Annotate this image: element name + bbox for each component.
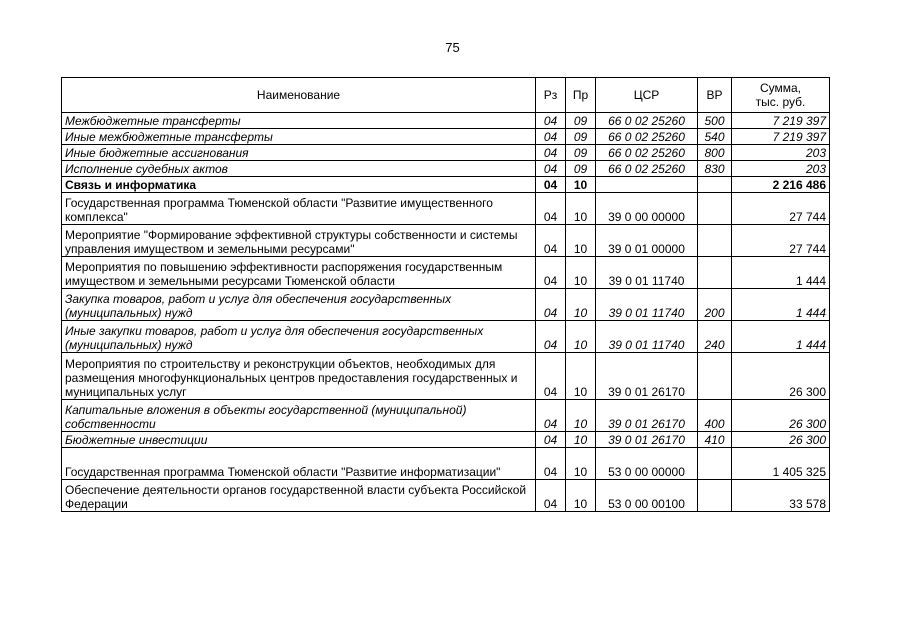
header-name: Наименование xyxy=(62,78,536,113)
row-rz: 04 xyxy=(536,480,566,512)
table-row xyxy=(62,432,830,448)
row-vr xyxy=(698,225,732,257)
table-row xyxy=(62,257,830,289)
row-csr: 39 0 01 26170 xyxy=(596,400,698,432)
row-rz: 04 xyxy=(536,432,566,448)
row-sum: 27 744 xyxy=(732,193,830,225)
row-rz: 04 xyxy=(536,400,566,432)
row-pr: 10 xyxy=(566,193,596,225)
row-csr xyxy=(596,177,698,193)
row-rz: 04 xyxy=(536,161,566,177)
row-rz: 04 xyxy=(536,177,566,193)
row-rz: 04 xyxy=(536,257,566,289)
row-sum: 26 300 xyxy=(732,432,830,448)
row-csr: 53 0 00 00000 xyxy=(596,448,698,480)
row-pr: 10 xyxy=(566,432,596,448)
row-vr xyxy=(698,193,732,225)
table-row xyxy=(62,321,830,353)
row-pr: 10 xyxy=(566,257,596,289)
row-csr: 66 0 02 25260 xyxy=(596,129,698,145)
row-csr: 39 0 01 11740 xyxy=(596,289,698,321)
row-sum: 203 xyxy=(732,145,830,161)
row-pr: 10 xyxy=(566,225,596,257)
table-row xyxy=(62,129,830,145)
row-name: Обеспечение деятельности органов государственной власти субъекта Российской Федерации xyxy=(62,480,536,512)
header-pr: Пр xyxy=(566,78,596,113)
row-sum: 33 578 xyxy=(732,480,830,512)
row-name: Капитальные вложения в объекты государственной (муниципальной) собственности xyxy=(62,400,536,432)
row-pr: 09 xyxy=(566,129,596,145)
row-csr: 39 0 01 11740 xyxy=(596,257,698,289)
row-vr: 400 xyxy=(698,400,732,432)
row-rz: 04 xyxy=(536,448,566,480)
row-name: Закупка товаров, работ и услуг для обеспечения государственных (муниципальных) нужд xyxy=(62,289,536,321)
budget-table xyxy=(61,77,830,512)
row-rz: 04 xyxy=(536,113,566,129)
row-pr: 09 xyxy=(566,161,596,177)
row-rz: 04 xyxy=(536,289,566,321)
row-name: Мероприятия по повышению эффективности распоряжения государственным имуществом и земельными ресурсами Тюменской области xyxy=(62,257,536,289)
row-csr: 66 0 02 25260 xyxy=(596,113,698,129)
row-pr: 10 xyxy=(566,400,596,432)
row-sum: 7 219 397 xyxy=(732,129,830,145)
row-rz: 04 xyxy=(536,129,566,145)
row-csr: 66 0 02 25260 xyxy=(596,145,698,161)
row-vr xyxy=(698,177,732,193)
row-sum: 203 xyxy=(732,161,830,177)
row-sum: 26 300 xyxy=(732,400,830,432)
row-sum: 1 444 xyxy=(732,289,830,321)
page-number: 75 xyxy=(445,40,460,55)
table-row xyxy=(62,113,830,129)
table-row xyxy=(62,225,830,257)
row-name: Мероприятие "Формирование эффективной структуры собственности и системы управления имуществом и земельными ресурсами" xyxy=(62,225,536,257)
row-name: Исполнение судебных актов xyxy=(62,161,536,177)
header-sum-line2: тыс. руб. xyxy=(755,95,806,109)
row-sum: 1 444 xyxy=(732,321,830,353)
table-row xyxy=(62,161,830,177)
row-name: Связь и информатика xyxy=(62,177,536,193)
row-csr: 53 0 00 00100 xyxy=(596,480,698,512)
row-csr: 39 0 01 26170 xyxy=(596,432,698,448)
row-sum: 26 300 xyxy=(732,353,830,400)
row-vr: 540 xyxy=(698,129,732,145)
row-vr xyxy=(698,257,732,289)
header-sum xyxy=(732,78,830,113)
table-row xyxy=(62,145,830,161)
table-row xyxy=(62,177,830,193)
row-pr: 10 xyxy=(566,289,596,321)
table-row xyxy=(62,353,830,400)
row-vr: 240 xyxy=(698,321,732,353)
row-name: Межбюджетные трансферты xyxy=(62,113,536,129)
header-rz: Рз xyxy=(536,78,566,113)
row-rz: 04 xyxy=(536,225,566,257)
row-sum: 1 405 325 xyxy=(732,448,830,480)
row-sum: 1 444 xyxy=(732,257,830,289)
header-sum-line1: Сумма, xyxy=(759,81,802,95)
row-vr xyxy=(698,353,732,400)
row-vr: 500 xyxy=(698,113,732,129)
row-pr: 10 xyxy=(566,480,596,512)
row-pr: 10 xyxy=(566,448,596,480)
header-csr: ЦСР xyxy=(596,78,698,113)
row-csr: 66 0 02 25260 xyxy=(596,161,698,177)
row-vr: 410 xyxy=(698,432,732,448)
table-row xyxy=(62,480,830,512)
table-row xyxy=(62,193,830,225)
row-vr: 830 xyxy=(698,161,732,177)
row-name: Иные бюджетные ассигнования xyxy=(62,145,536,161)
row-rz: 04 xyxy=(536,353,566,400)
row-name: Мероприятия по строительству и реконструкции объектов, необходимых для размещения многофункциональных центров предоставления государственных и муниципальных услуг xyxy=(62,353,536,400)
row-name: Государственная программа Тюменской области "Развитие информатизации" xyxy=(62,448,536,480)
header-vr: ВР xyxy=(698,78,732,113)
row-name: Бюджетные инвестиции xyxy=(62,432,536,448)
row-pr: 10 xyxy=(566,177,596,193)
row-name: Иные закупки товаров, работ и услуг для обеспечения государственных (муниципальных) нужд xyxy=(62,321,536,353)
row-vr xyxy=(698,480,732,512)
row-pr: 09 xyxy=(566,145,596,161)
row-vr: 800 xyxy=(698,145,732,161)
row-pr: 09 xyxy=(566,113,596,129)
table-row xyxy=(62,448,830,480)
row-csr: 39 0 00 00000 xyxy=(596,193,698,225)
row-vr xyxy=(698,448,732,480)
row-csr: 39 0 01 26170 xyxy=(596,353,698,400)
table-row xyxy=(62,289,830,321)
row-vr: 200 xyxy=(698,289,732,321)
row-pr: 10 xyxy=(566,353,596,400)
row-sum: 2 216 486 xyxy=(732,177,830,193)
row-name: Иные межбюджетные трансферты xyxy=(62,129,536,145)
table-header-row xyxy=(62,78,830,113)
row-name: Государственная программа Тюменской области "Развитие имущественного комплекса" xyxy=(62,193,536,225)
row-rz: 04 xyxy=(536,321,566,353)
row-sum: 27 744 xyxy=(732,225,830,257)
row-csr: 39 0 01 00000 xyxy=(596,225,698,257)
row-csr: 39 0 01 11740 xyxy=(596,321,698,353)
table-row xyxy=(62,400,830,432)
row-rz: 04 xyxy=(536,145,566,161)
row-pr: 10 xyxy=(566,321,596,353)
row-sum: 7 219 397 xyxy=(732,113,830,129)
row-rz: 04 xyxy=(536,193,566,225)
